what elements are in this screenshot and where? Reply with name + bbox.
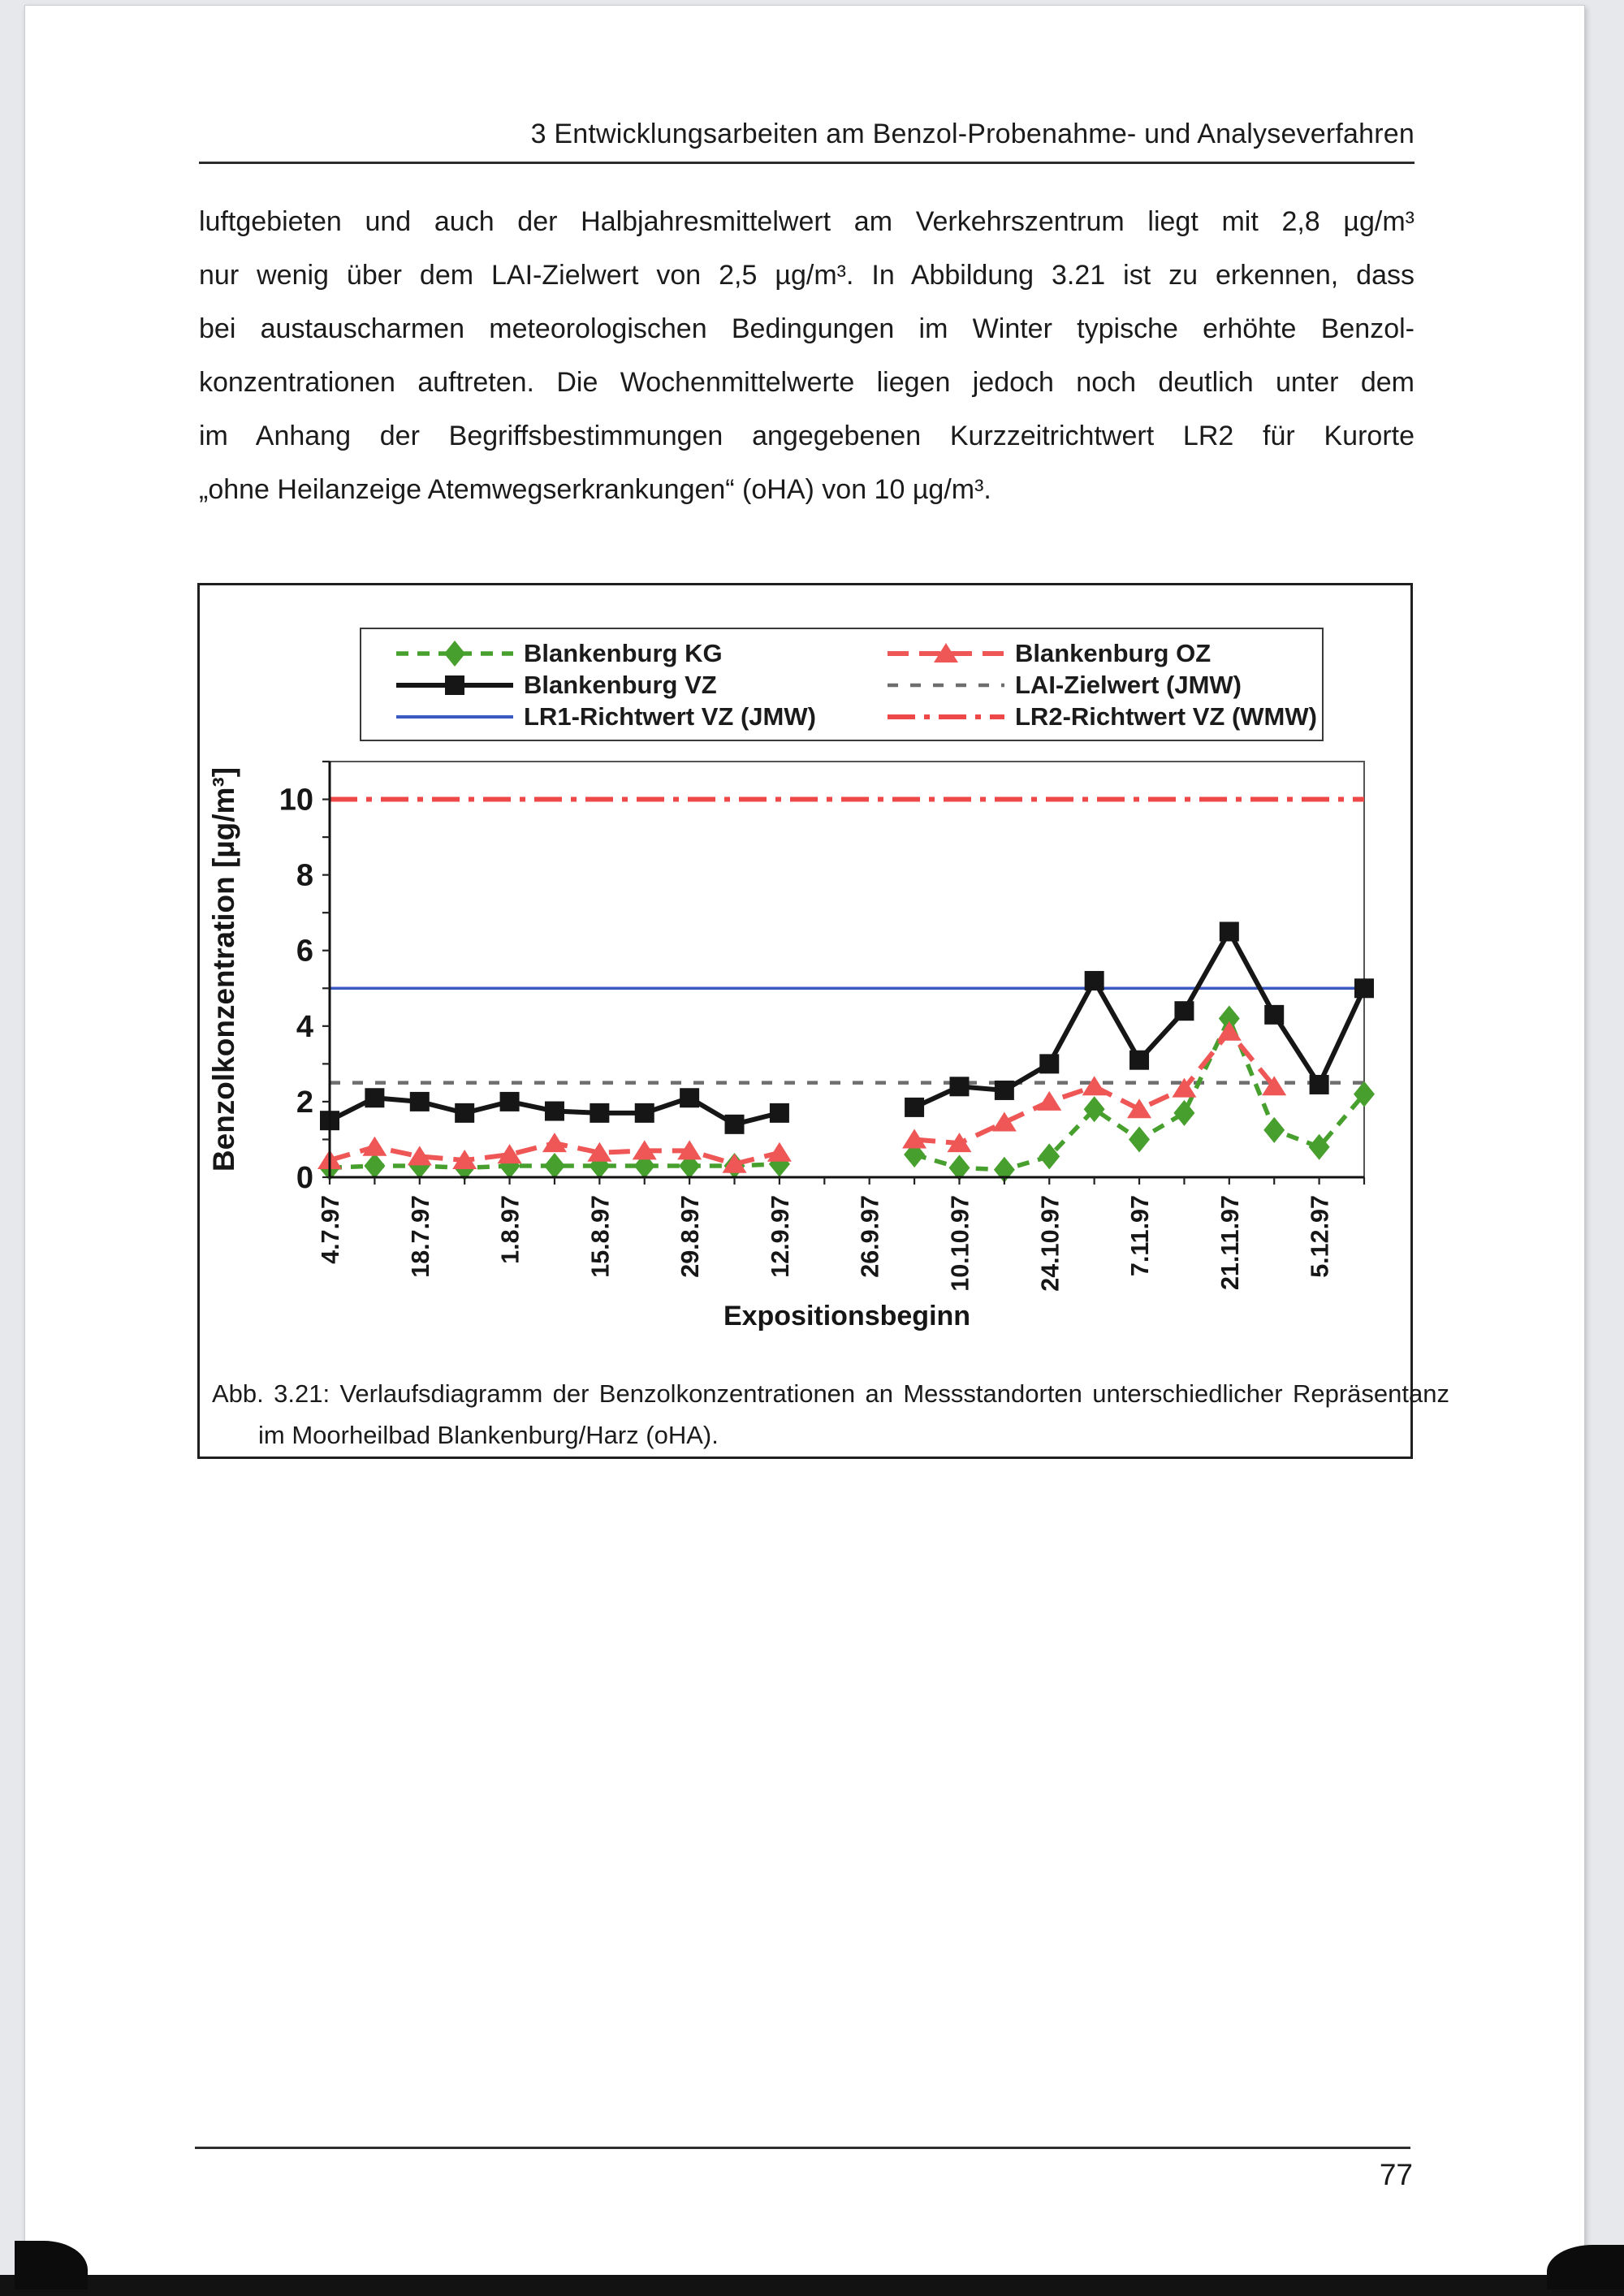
- legend-label: Blankenburg VZ: [524, 671, 717, 699]
- legend-item-blankenburg-kg: [394, 639, 885, 668]
- header-rule: [199, 162, 1415, 164]
- square-marker: [590, 1103, 609, 1123]
- lr2-richtwert-vz-wmw-legend-marker: [885, 703, 1007, 731]
- square-marker: [1310, 1075, 1329, 1094]
- y-tick-label: 0: [296, 1161, 313, 1195]
- paragraph-line: nur wenig über dem LAI-Zielwert von 2,5 µg/m³. In Abbildung 3.21 ist zu erkennen, dass: [199, 260, 1415, 291]
- square-marker: [365, 1088, 384, 1107]
- square-marker: [905, 1098, 924, 1117]
- scan-bottom-edge: [0, 2275, 1624, 2296]
- square-marker: [770, 1103, 789, 1123]
- square-marker: [1129, 1051, 1149, 1070]
- x-tick-label: 10.10.97: [946, 1195, 974, 1292]
- x-tick-label: 15.8.97: [586, 1195, 615, 1278]
- blankenburg-vz-legend-marker: [394, 671, 516, 699]
- square-marker: [725, 1115, 745, 1134]
- footer-rule: [195, 2147, 1410, 2149]
- x-tick-label: 4.7.97: [317, 1195, 344, 1264]
- square-marker: [1039, 1054, 1059, 1073]
- legend-item-blankenburg-vz: [394, 671, 885, 700]
- square-marker: [1085, 971, 1104, 990]
- square-marker: [545, 1102, 564, 1121]
- legend-item-lr1-richtwert-vz-jmw: [394, 702, 885, 732]
- square-marker: [410, 1092, 430, 1111]
- legend-label: Blankenburg OZ: [1015, 639, 1212, 667]
- paragraph-line: im Anhang der Begriffsbestimmungen angegebenen Kurzzeitrichtwert LR2 für Kurorte: [199, 421, 1415, 451]
- blankenburg-kg-legend-marker: [394, 640, 516, 667]
- legend-label: Blankenburg KG: [524, 639, 723, 667]
- page-number: 77: [1379, 2158, 1413, 2191]
- square-marker: [995, 1081, 1014, 1100]
- x-tick-label: 5.12.97: [1306, 1195, 1334, 1278]
- legend-item-lai-zielwert-jmw: [885, 671, 1322, 700]
- x-tick-label: 18.7.97: [406, 1195, 434, 1278]
- lr1-richtwert-vz-jmw-legend-marker: [394, 703, 516, 731]
- square-marker: [500, 1092, 520, 1111]
- x-tick-label: 12.9.97: [766, 1195, 794, 1278]
- x-axis-title: Expositionsbeginn: [723, 1301, 971, 1331]
- caption-label: Abb. 3.21:: [212, 1379, 330, 1408]
- x-tick-label: 7.11.97: [1126, 1195, 1155, 1277]
- x-tick-label: 29.8.97: [676, 1195, 705, 1278]
- chapter-header: 3 Entwicklungsarbeiten am Benzol-Probenahme- und Analyseverfahren: [530, 119, 1415, 149]
- square-marker: [455, 1103, 474, 1123]
- blankenburg-oz-legend-marker: [885, 640, 1007, 667]
- square-marker: [1174, 1001, 1194, 1021]
- y-tick-label: 2: [296, 1085, 313, 1120]
- x-tick-label: 21.11.97: [1216, 1195, 1244, 1291]
- paragraph-line: bei austauscharmen meteorologischen Bedingungen im Winter typische erhöhte Benzol-: [199, 313, 1415, 344]
- legend-item-lr2-richtwert-vz-wmw: [885, 702, 1322, 732]
- square-marker: [949, 1077, 969, 1096]
- x-tick-label: 1.8.97: [496, 1195, 525, 1264]
- y-tick-label: 10: [279, 783, 313, 818]
- paragraph-line: „ohne Heilanzeige Atemwegserkrankungen“ (oHA) von 10 µg/m³.: [199, 474, 991, 505]
- figure-caption: [212, 1373, 1449, 1456]
- lai-zielwert-jmw-legend-marker: [885, 671, 1007, 699]
- x-tick-label: 26.9.97: [856, 1195, 884, 1278]
- square-marker: [635, 1103, 654, 1123]
- y-tick-label: 6: [296, 934, 313, 969]
- square-marker: [1220, 921, 1239, 941]
- y-tick-label: 4: [296, 1009, 313, 1044]
- paragraph-line: konzentrationen auftreten. Die Wochenmittelwerte liegen jedoch noch deutlich unter dem: [199, 367, 1415, 398]
- paragraph-line: luftgebieten und auch der Halbjahresmittelwert am Verkehrszentrum liegt mit 2,8 µg/m³: [199, 206, 1415, 237]
- body-paragraph: [199, 195, 1415, 516]
- caption-text: Verlaufsdiagramm der Benzolkonzentrationen an Messstandorten unterschiedlicher Repräsentanz im Moorheilbad Blankenburg/Harz (oHA).: [258, 1379, 1449, 1449]
- square-marker: [1264, 1005, 1284, 1025]
- square-marker: [445, 675, 464, 695]
- square-marker: [1354, 978, 1374, 998]
- chart-legend: [360, 628, 1324, 741]
- legend-label: LR1-Richtwert VZ (JMW): [524, 702, 816, 731]
- x-tick-label: 24.10.97: [1036, 1195, 1065, 1292]
- legend-label: LR2-Richtwert VZ (WMW): [1015, 702, 1317, 731]
- y-tick-label: 8: [296, 858, 313, 893]
- legend-label: LAI-Zielwert (JMW): [1015, 671, 1242, 699]
- legend-item-blankenburg-oz: [885, 639, 1322, 668]
- y-axis-title: Benzolkonzentration [µg/m³]: [207, 766, 240, 1172]
- diamond-marker: [444, 641, 465, 667]
- square-marker: [680, 1088, 699, 1107]
- figure-box: [197, 583, 1449, 1459]
